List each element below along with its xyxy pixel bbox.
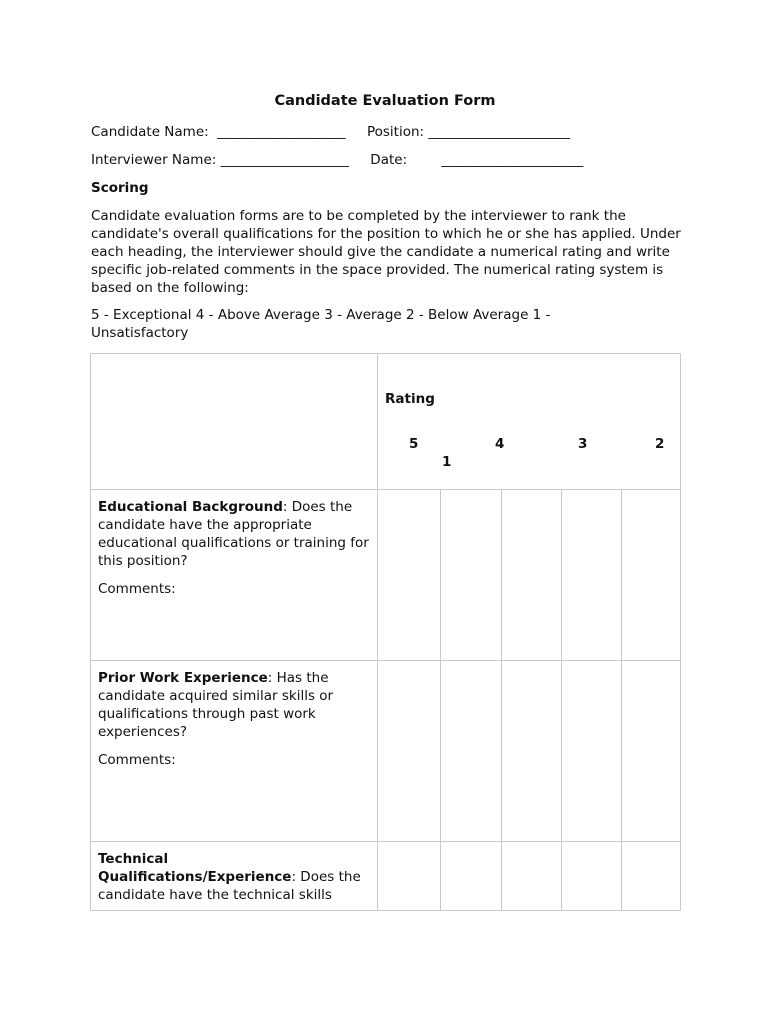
- rating-cell-3[interactable]: [502, 842, 562, 911]
- table-row: [91, 661, 681, 842]
- table-row: [91, 842, 681, 911]
- rating-number-3: 3: [578, 436, 588, 452]
- criterion-heading: Educational Background: [98, 499, 283, 515]
- rating-cell-1[interactable]: [622, 842, 681, 911]
- table-header-row: [91, 354, 681, 490]
- rating-cell-1[interactable]: [622, 490, 681, 661]
- rating-cell-5[interactable]: [378, 490, 441, 661]
- scoring-paragraph: Candidate evaluation forms are to be completed by the interviewer to rank the candidate's overall qualifications for the position to which he or she has applied. Under each heading, the interviewer should give the candidate a numerical rating and write specific job-related comments in the space provided. The numerical rating system is based on the following:: [91, 208, 681, 296]
- interviewer-line: Interviewer Name: ___________________ Date: _____________________: [91, 152, 584, 168]
- criterion-heading: Technical Qualifications/Experience: [98, 851, 292, 885]
- rating-cell-5[interactable]: [378, 661, 441, 842]
- criterion-cell: [91, 490, 378, 661]
- form-title: Candidate Evaluation Form: [274, 93, 496, 109]
- rating-number-4: 4: [495, 436, 505, 452]
- rating-scale-line: 5 - Exceptional 4 - Above Average 3 - Average 2 - Below Average 1 - Unsatisfactory: [91, 307, 551, 341]
- rating-cell-2[interactable]: [562, 661, 622, 842]
- candidate-name-line: Candidate Name: ___________________ Position: _____________________: [91, 124, 571, 140]
- rating-cell-1[interactable]: [622, 661, 681, 842]
- evaluation-table: [90, 353, 681, 911]
- criterion-question: : Does the candidate have the technical skills: [98, 869, 361, 903]
- rating-number-2: 2: [655, 436, 665, 452]
- rating-number-1: 1: [442, 454, 452, 470]
- comments-label: Comments:: [98, 752, 176, 768]
- rating-cell-3[interactable]: [502, 661, 562, 842]
- rating-cell-4[interactable]: [441, 490, 502, 661]
- criterion-cell: [91, 842, 378, 911]
- rating-header: Rating: [385, 391, 435, 407]
- rating-cell-3[interactable]: [502, 490, 562, 661]
- comments-label: Comments:: [98, 581, 176, 597]
- rating-number-5: 5: [409, 436, 419, 452]
- rating-cell-2[interactable]: [562, 842, 622, 911]
- criterion-question: : Has the candidate acquired similar skills or qualifications through past work experiences?: [98, 670, 334, 740]
- header-blank-cell: [91, 354, 378, 490]
- scoring-heading: Scoring: [91, 180, 149, 196]
- criterion-question: : Does the candidate have the appropriate educational qualifications or training for this position?: [98, 499, 369, 569]
- rating-cell-5[interactable]: [378, 842, 441, 911]
- rating-cell-4[interactable]: [441, 661, 502, 842]
- rating-header-cell: [378, 354, 681, 490]
- criterion-heading: Prior Work Experience: [98, 670, 268, 686]
- rating-cell-2[interactable]: [562, 490, 622, 661]
- table-row: [91, 490, 681, 661]
- criterion-cell: [91, 661, 378, 842]
- rating-cell-4[interactable]: [441, 842, 502, 911]
